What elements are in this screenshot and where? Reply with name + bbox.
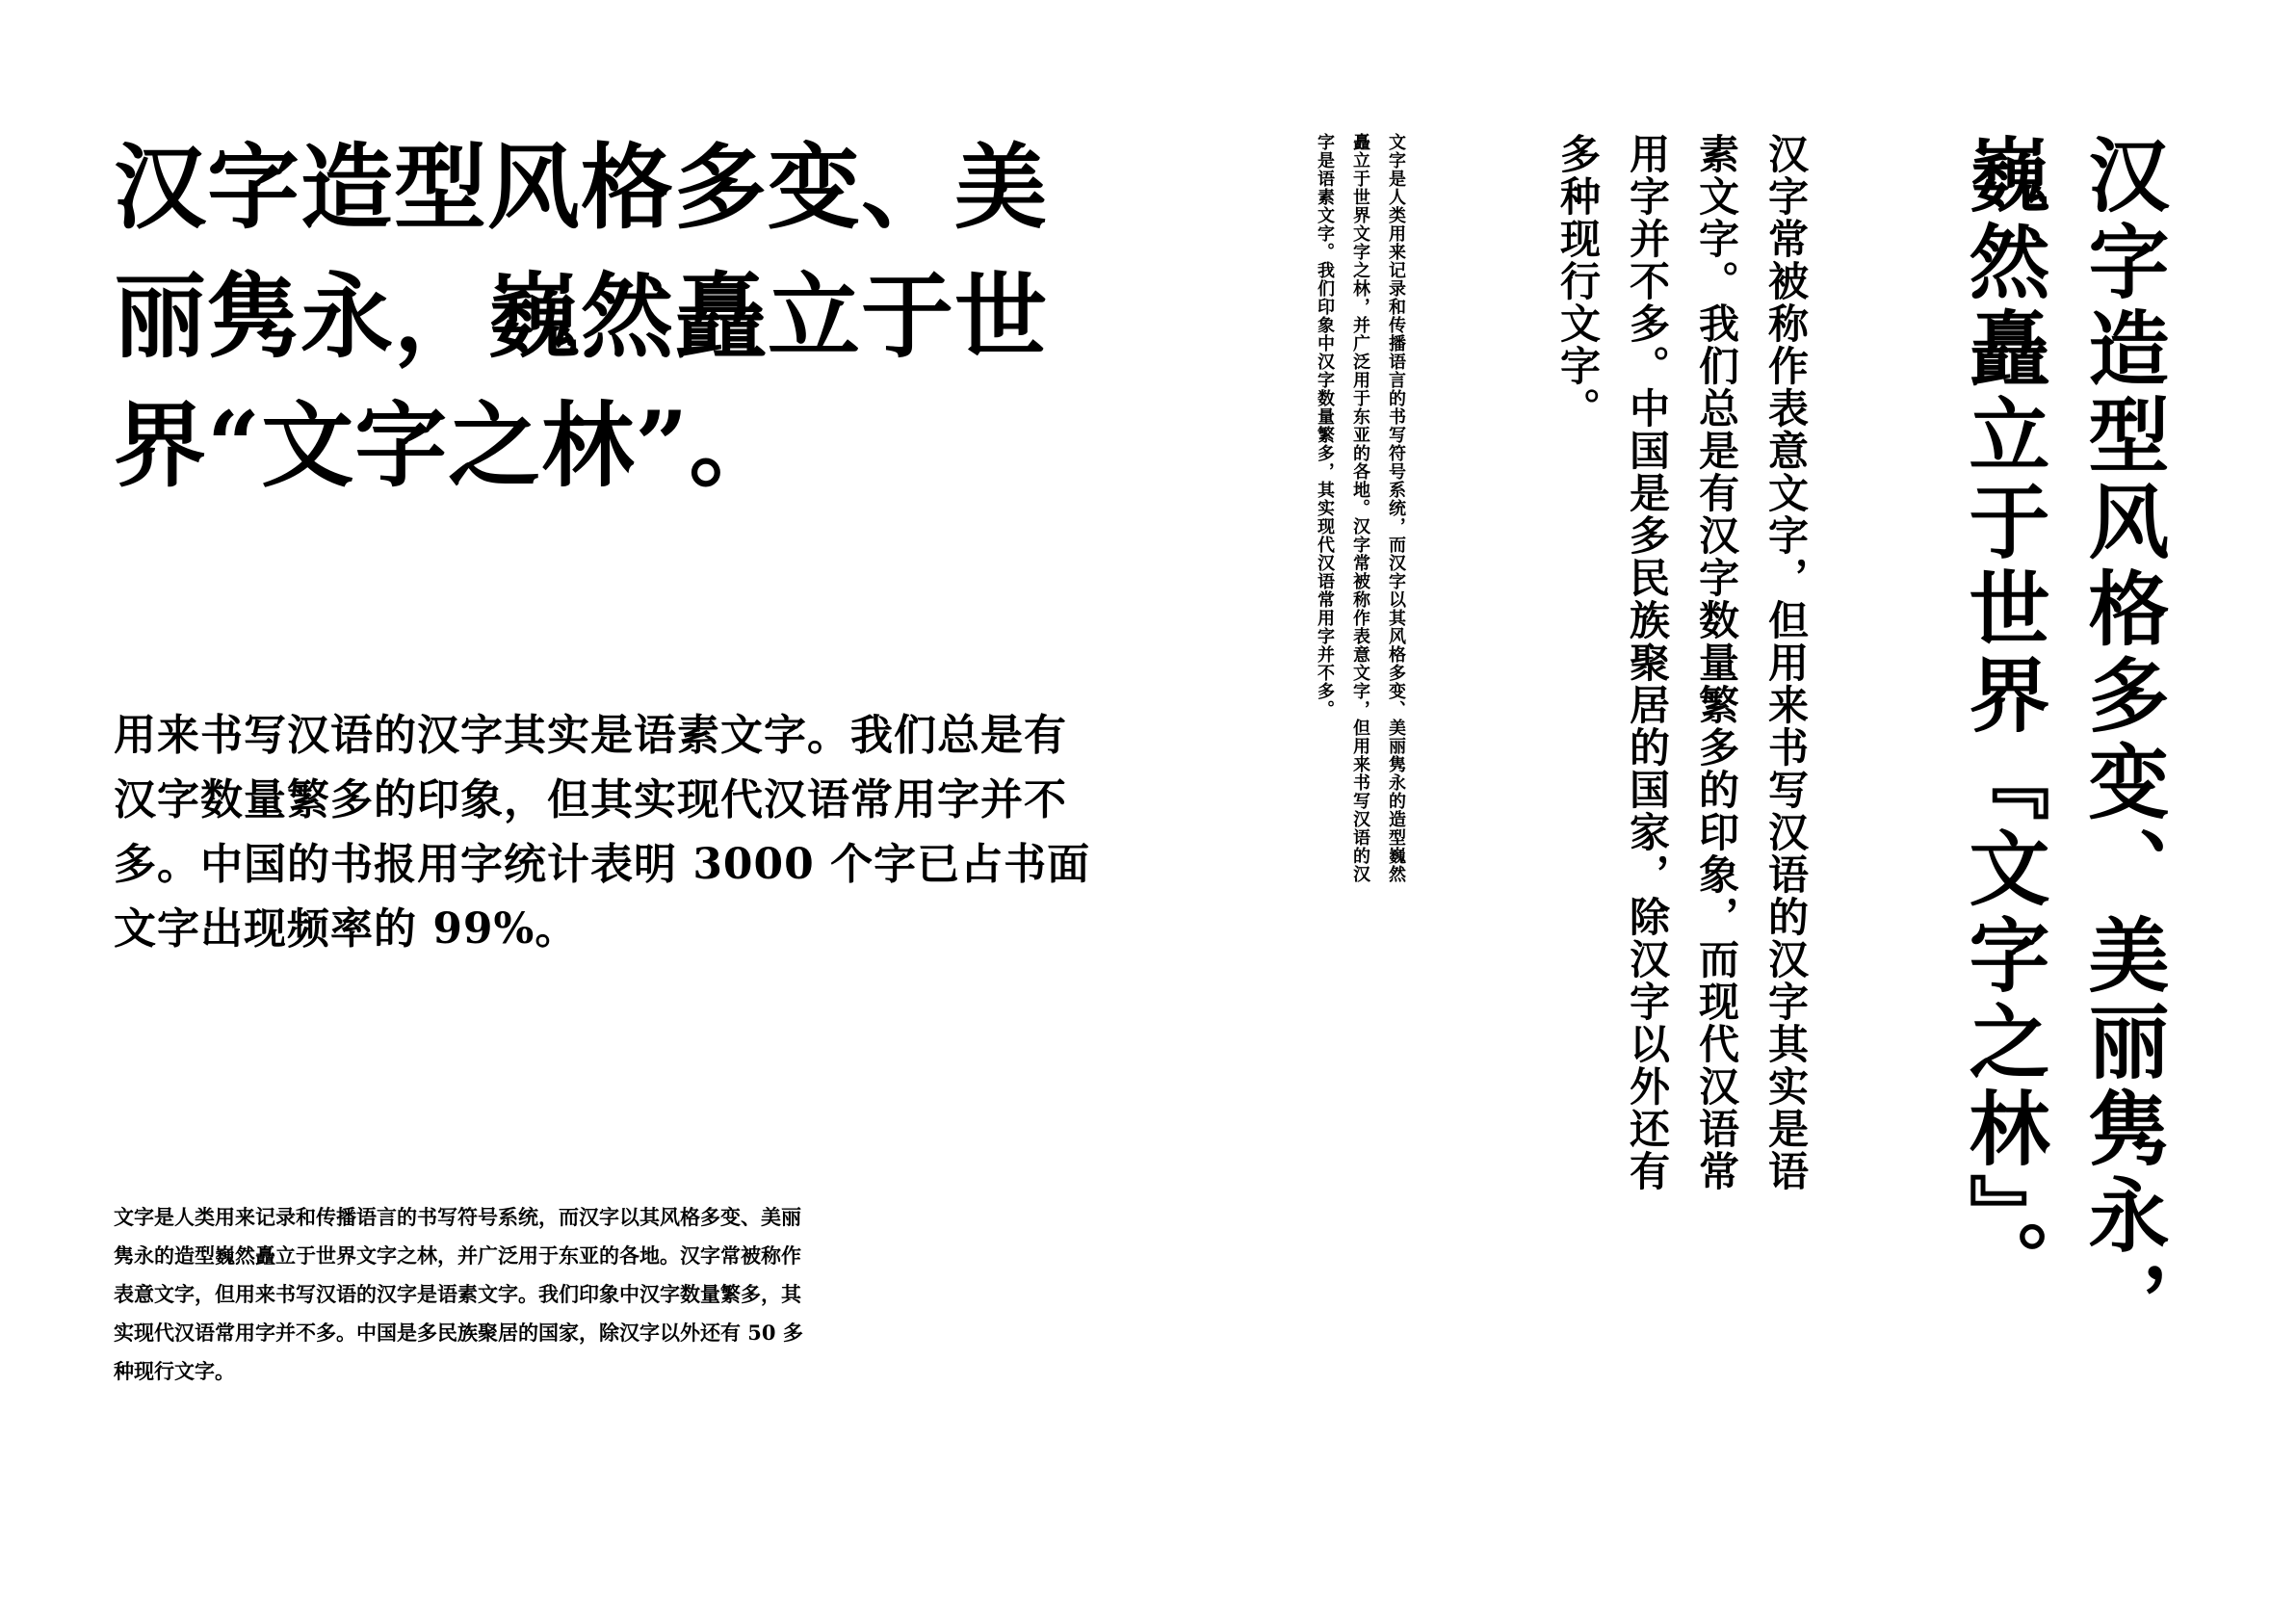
vertical-small-text: 文字是人类用来记录和传播语言的书写符号系统，而汉字以其风格多变、美丽隽永的造型巍然矗立于世界文字之林，并广泛用于东亚的各地。汉字常被称作表意文字，但用来书写汉语的汉字是语素文字。我们印象中汉字数量繁多，其实现代汉语常用字并不多。 [1315, 133, 1406, 883]
vertical-headline: 汉字造型风格多变、美丽隽永，巍然矗立于世界『文字之林』。 [1956, 133, 2171, 1347]
horizontal-small-text: 文字是人类用来记录和传播语言的书写符号系统，而汉字以其风格多变、美丽隽永的造型巍然矗立于世界文字之林，并广泛用于东亚的各地。汉字常被称作表意文字，但用来书写汉语的汉字是语素文字。我们印象中汉字数量繁多，其实现代汉语常用字并不多。中国是多民族聚居的国家，除汉字以外还有 50 多种现行文字。 [114, 1205, 803, 1383]
horizontal-body-text: 用来书写汉语的汉字其实是语素文字。我们总是有汉字数量繁多的印象，但其实现代汉语常用字并不多。中国的书报用字统计表明 3000 个字已占书面文字出现频率的 99%。 [114, 711, 1091, 954]
vertical-body-text: 汉字常被称作表意文字，但用来书写汉语的汉字其实是语素文字。我们总是有汉字数量繁多的印象，而现代汉语常用字并不多。中国是多民族聚居的国家，除汉字以外还有多种现行文字。 [1554, 133, 1810, 1192]
horizontal-headline: 汉字造型风格多变、美丽隽永，巍然矗立于世界“文字之林”。 [114, 133, 1048, 500]
